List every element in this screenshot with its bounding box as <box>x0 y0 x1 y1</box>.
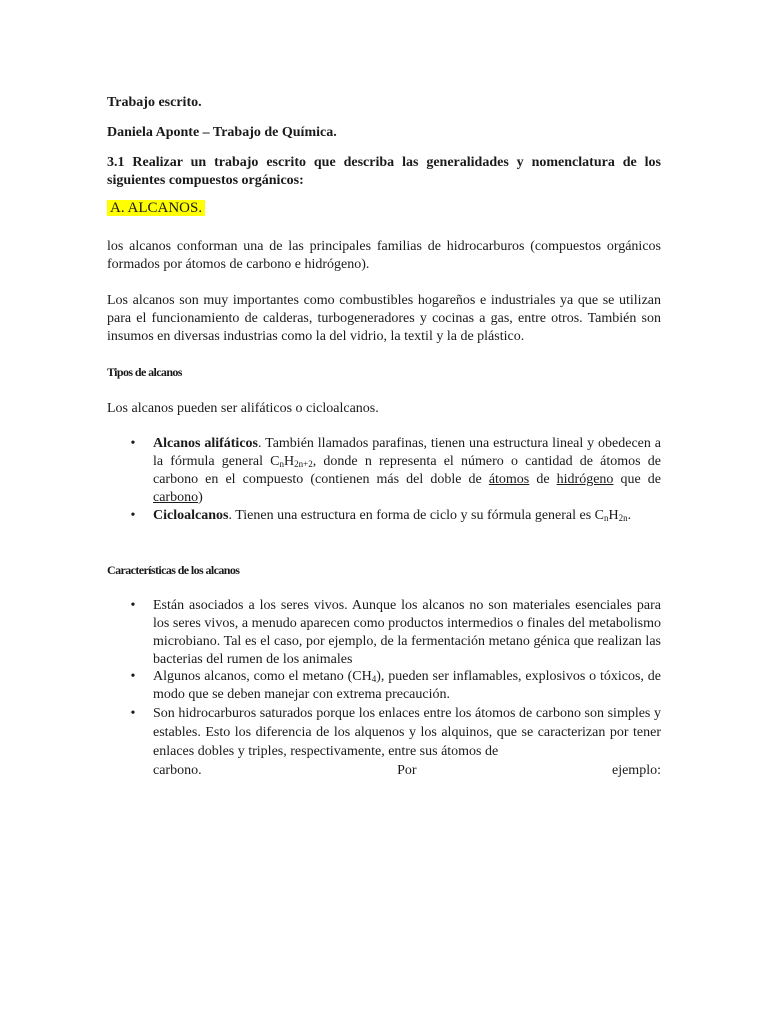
list-item <box>128 704 661 784</box>
list-item-text: Algunos alcanos, como el metano $(CH_4)$, pueden ser inflamables, explosivos o tóxicos, de modo que se deben manejar con extrema precaución. <box>153 669 661 702</box>
author-line: Daniela Aponte – Trabajo de Química. <box>107 125 337 140</box>
intro-paragraph-1: los alcanos conforman una de las principales familias de hidrocarburos (compuestos orgánicos formados por átomos de carbono e hidrógeno). <box>107 239 661 272</box>
last-line: carbono. Por ejemplo: <box>153 763 661 778</box>
link-carbono[interactable]: carbono <box>153 490 199 505</box>
tipos-heading: Tipos de alcanos <box>107 365 182 379</box>
list-item-text: Están asociados a los seres vivos. Aunque los alcanos no son materiales esenciales para los seres vivos, a menudo aparecen como productos intermedios o finales del metabolismo microbiano. Tal es el caso, por ejemplo, de la fermentación metano génica que realizan las bacterias del rumen de los animales <box>153 598 661 667</box>
list-item-text: Alcanos alifáticos. También llamados parafinas, tienen una estructura lineal y obedecen a la fórmula general $C_nH_{2n+2}$, donde n representa el número o cantidad de átomos de carbono en el compuesto (contienen más del doble de átomos de hidrógeno que de carbono) <box>153 436 662 505</box>
bullet-icon: • <box>130 436 136 451</box>
bullet-icon: • <box>130 598 136 613</box>
link-hidrogeno[interactable]: hidrógeno <box>556 472 614 487</box>
task-statement: 3.1 Realizar un trabajo escrito que describa las generalidades y nomenclatura de los siguientes compuestos orgánicos: <box>107 155 661 188</box>
bullet-icon: • <box>130 669 136 684</box>
list-item <box>128 507 661 545</box>
doc-title: Trabajo escrito. <box>107 95 202 110</box>
intro-paragraph-2: Los alcanos son muy importantes como combustibles hogareños e industriales ya que se utilizan para el funcionamiento de calderas, turbogeneradores y cocinas a gas, entre otros. También son insumos en diversas industrias como la del vidrio, la textil y la de plástico. <box>107 293 661 344</box>
list-item-text: Son hidrocarburos saturados porque los enlaces entre los átomos de carbono son simples y estables. Esto los diferencia de los alquenos y los alquinos, que se caracterizan por tener enlaces dobles y triples, respectivamente, entre sus átomos de carbono. Por ejemplo: <box>153 706 661 778</box>
tipos-lead: Los alcanos pueden ser alifáticos o cicloalcanos. <box>107 401 379 416</box>
list-item <box>128 435 661 507</box>
link-atomos[interactable]: átomos <box>488 472 530 487</box>
list-item <box>128 668 661 704</box>
section-a-heading <box>107 199 661 218</box>
bullet-icon: • <box>130 706 136 721</box>
bullet-icon: • <box>130 508 136 523</box>
caracteristicas-heading: Características de los alcanos <box>107 563 240 577</box>
list-item-text: Cicloalcanos. Tienen una estructura en forma de ciclo y su fórmula general es $C_nH_{2n}$. <box>153 508 632 523</box>
section-a-title: A. ALCANOS. <box>107 200 205 216</box>
list-item <box>128 597 661 669</box>
